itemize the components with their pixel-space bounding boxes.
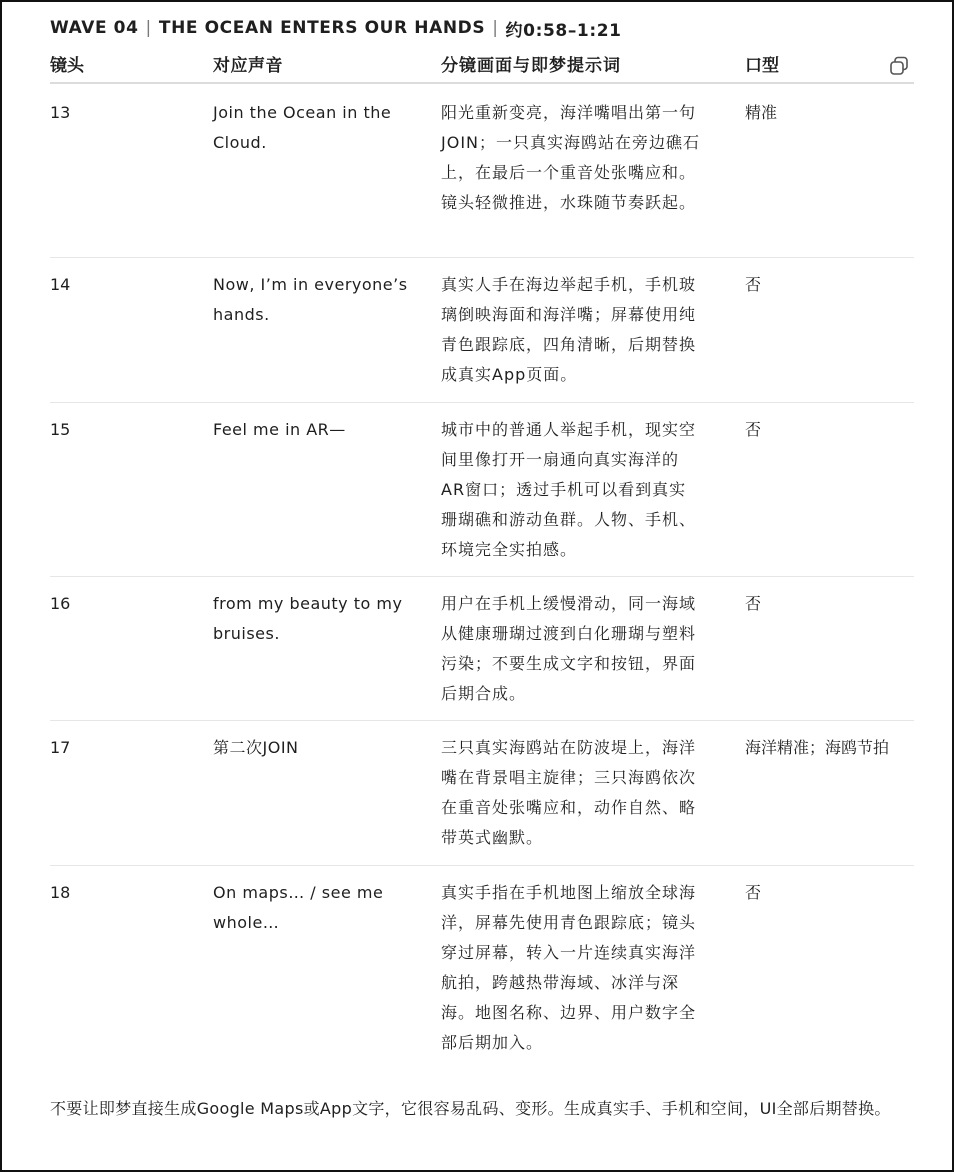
lip-sync: 海洋精准；海鸥节拍 <box>745 738 890 757</box>
lip-sync: 否 <box>745 883 762 902</box>
prompt-text: 三只真实海鸥站在防波堤上，海洋嘴在背景唱主旋律；三只海鸥依次在重音处张嘴应和，动作自然、略带英式幽默。 <box>441 738 697 847</box>
title-separator: | <box>145 18 152 38</box>
table-row <box>50 258 914 403</box>
sound-text: from my beauty to my bruises. <box>213 594 403 643</box>
table-row <box>50 86 914 258</box>
section-title <box>50 16 622 40</box>
shot-number: 13 <box>50 103 71 122</box>
table-row <box>50 577 914 721</box>
prompt-text: 城市中的普通人举起手机，现实空间里像打开一扇通向真实海洋的AR窗口；透过手机可以看到真实珊瑚礁和游动鱼群。人物、手机、环境完全实拍感。 <box>441 420 697 559</box>
section-name: THE OCEAN ENTERS OUR HANDS <box>158 18 486 38</box>
sound-text: On maps… / see me whole… <box>213 883 384 932</box>
wave-number: WAVE 04 <box>50 18 139 38</box>
sound-text: Now, I’m in everyone’s hands. <box>213 275 408 324</box>
sound-text: Feel me in AR— <box>213 420 346 439</box>
shot-number: 16 <box>50 594 71 613</box>
shot-number: 18 <box>50 883 71 902</box>
table-row <box>50 866 914 1066</box>
table-row <box>50 403 914 577</box>
copy-icon[interactable] <box>888 55 910 77</box>
header-lip: 口型 <box>745 56 779 76</box>
shot-number: 17 <box>50 738 71 757</box>
lip-sync: 精准 <box>745 103 778 122</box>
lip-sync: 否 <box>745 420 762 439</box>
prompt-text: 真实人手在海边举起手机，手机玻璃倒映海面和海洋嘴；屏幕使用纯青色跟踪底，四角清晰，后期替换成真实App页面。 <box>441 275 697 384</box>
table-row <box>50 721 914 866</box>
prompt-text: 阳光重新变亮，海洋嘴唱出第一句JOIN；一只真实海鸥站在旁边礁石上，在最后一个重音处张嘴应和。镜头轻微推进，水珠随节奏跃起。 <box>441 103 701 212</box>
footer-note: 不要让即梦直接生成Google Maps或App文字，它很容易乱码、变形。生成真实手、手机和空间，UI全部后期替换。 <box>50 1099 891 1118</box>
lip-sync: 否 <box>745 594 762 613</box>
sound-text: Join the Ocean in the Cloud. <box>213 103 392 152</box>
lip-sync: 否 <box>745 275 762 294</box>
header-sound: 对应声音 <box>213 56 283 76</box>
title-separator: | <box>492 18 499 38</box>
table-header <box>50 54 914 84</box>
header-shot: 镜头 <box>50 56 84 76</box>
time-range: 约0:58–1:21 <box>505 20 622 41</box>
shot-number: 15 <box>50 420 71 439</box>
sound-text: 第二次JOIN <box>213 738 299 757</box>
prompt-text: 用户在手机上缓慢滑动，同一海域从健康珊瑚过渡到白化珊瑚与塑料污染；不要生成文字和按钮，界面后期合成。 <box>441 594 697 703</box>
prompt-text: 真实手指在手机地图上缩放全球海洋，屏幕先使用青色跟踪底；镜头穿过屏幕，转入一片连续真实海洋航拍，跨越热带海域、冰洋与深海。地图名称、边界、用户数字全部后期加入。 <box>441 883 697 1052</box>
shot-number: 14 <box>50 275 71 294</box>
header-prompt: 分镜画面与即梦提示词 <box>441 56 621 76</box>
